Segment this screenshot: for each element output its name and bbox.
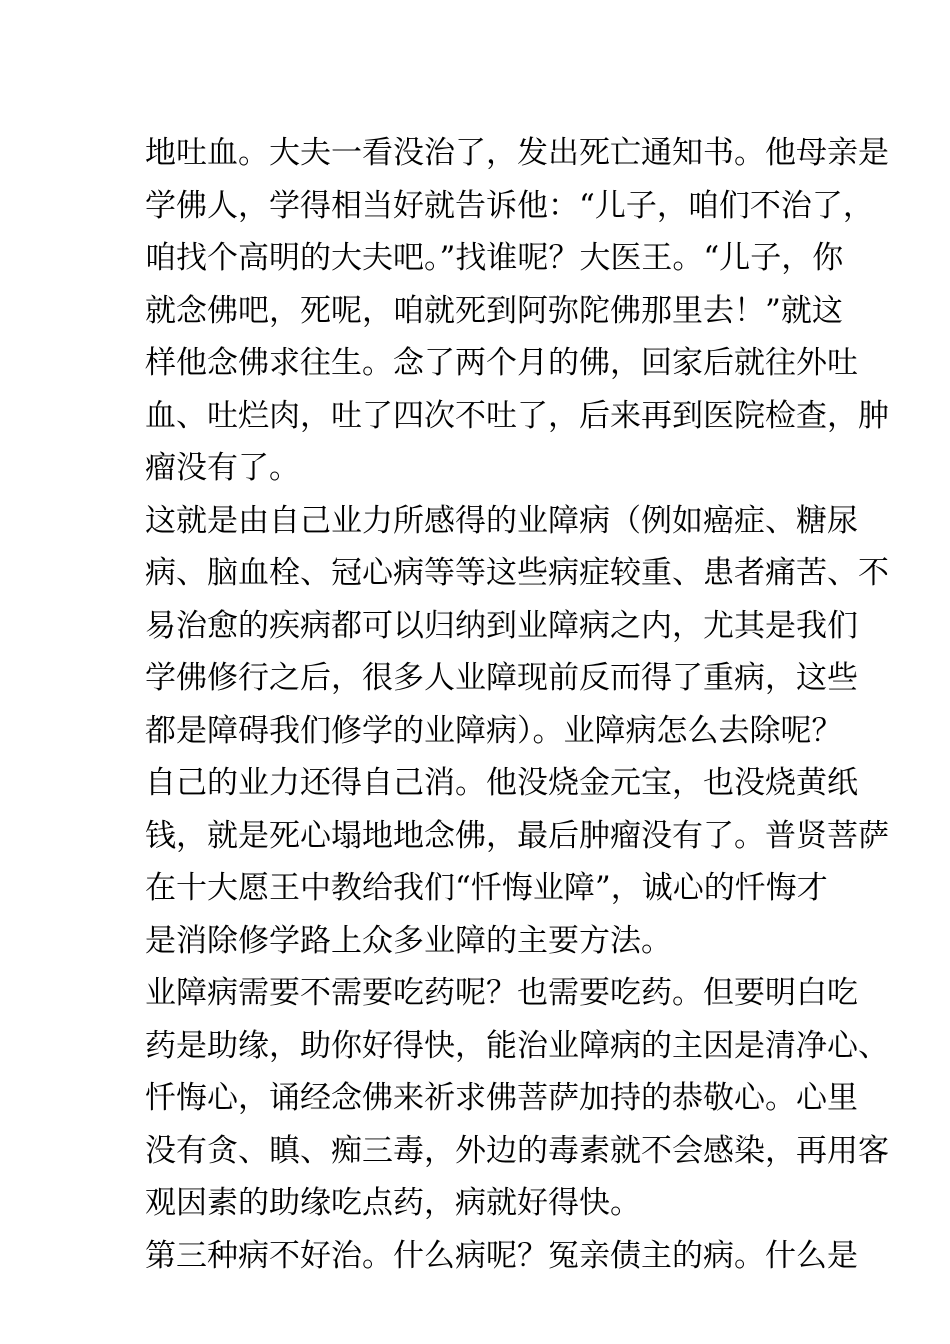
text-line: 瘤没有了。	[145, 450, 300, 486]
text-line: 观因素的助缘吃点药，病就好得快。	[145, 1185, 641, 1221]
text-line: 学佛人，学得相当好就告诉他：“儿子，咱们不治了，	[145, 187, 874, 224]
text-line: 是消除修学路上众多业障的主要方法。	[145, 922, 672, 959]
text-line: 都是障碍我们修学的业障病）。业障病怎么去除呢？	[145, 712, 843, 749]
text-line: 钱，就是死心塌地地念佛，最后肿瘤没有了。普贤菩萨	[145, 817, 889, 854]
text-line: 第三种病不好治。什么病呢？冤亲债主的病。什么是	[145, 1237, 858, 1274]
text-line: 这就是由自己业力所感得的业障病（例如癌症、糖尿	[145, 502, 858, 539]
text-line: 地吐血。大夫一看没治了，发出死亡通知书。他母亲是	[145, 135, 889, 171]
text-line: 病、脑血栓、冠心病等等这些病症较重、患者痛苦、不	[145, 555, 889, 591]
text-line: 学佛修行之后，很多人业障现前反而得了重病，这些	[145, 660, 858, 696]
text-line: 咱找个高明的大夫吧。”找谁呢？大医王。“儿子，你	[145, 240, 844, 276]
text-line: 没有贪、瞋、痴三毒，外边的毒素就不会感染，再用客	[145, 1132, 889, 1169]
text-line: 药是助缘，助你好得快，能治业障病的主因是清净心、	[145, 1027, 889, 1064]
text-line: 样他念佛求往生。念了两个月的佛，回家后就往外吐	[145, 345, 858, 381]
text-line: 忏悔心，诵经念佛来祈求佛菩萨加持的恭敬心。心里	[145, 1080, 858, 1116]
body-text	[145, 127, 889, 1282]
text-line: 就念佛吧，死呢，咱就死到阿弥陀佛那里去！”就这	[145, 292, 843, 329]
text-line: 血、吐烂肉，吐了四次不吐了，后来再到医院检查，肿	[145, 397, 889, 434]
text-line: 在十大愿王中教给我们“忏悔业障”，诚心的忏悔才	[145, 870, 828, 906]
text-line: 易治愈的疾病都可以归纳到业障病之内，尤其是我们	[145, 607, 858, 644]
text-line: 自己的业力还得自己消。他没烧金元宝，也没烧黄纸	[145, 765, 858, 801]
text-line: 业障病需要不需要吃药呢？也需要吃药。但要明白吃	[145, 975, 858, 1011]
